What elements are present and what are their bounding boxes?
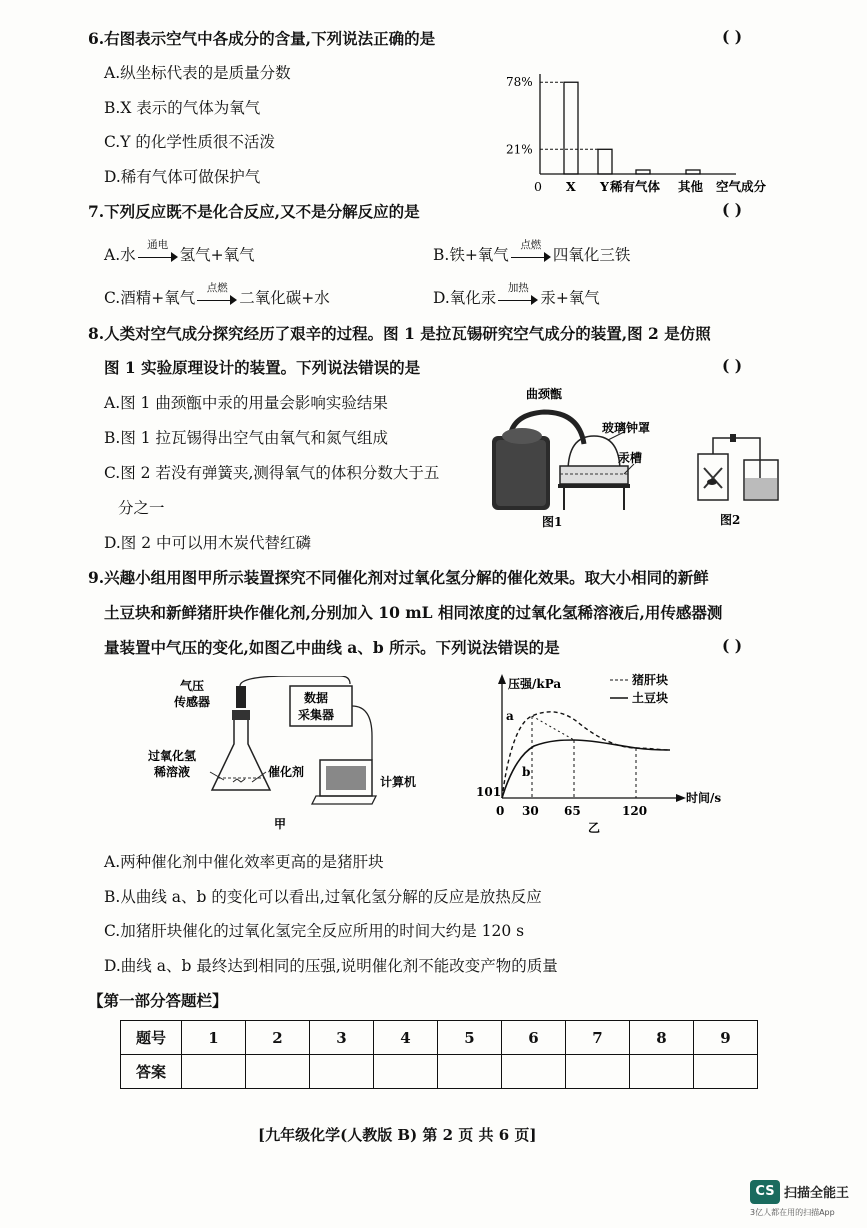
curve-a-pig-liver [502,712,670,798]
q6-paren: ( ) [722,27,743,46]
question-number-cell: 9 [694,1021,758,1055]
q8-option-b: B.图 1 拉瓦锡得出空气由氧气和氮气组成 [104,429,389,447]
q6-stem: 6.右图表示空气中各成分的含量,下列说法正确的是 [88,29,436,48]
answer-cell[interactable] [502,1055,566,1089]
question-number-cell: 8 [630,1021,694,1055]
fig2-caption: 图2 [720,513,741,527]
x-tick-label: Y [600,179,609,194]
q8-option-d: D.图 2 中可以用木炭代替红磷 [104,534,312,552]
phosphorus-apparatus-figure [690,424,790,534]
solution-label-1: 过氧化氢 [148,749,197,763]
glass-tube [713,438,760,484]
lavoisier-apparatus-figure [484,384,684,534]
bar-X [564,82,578,174]
pressure-sensor [236,686,246,708]
q7-option-b: B.铁+氧气 点燃 四氧化三铁 [433,239,631,264]
q9-option-c: C.加猪肝块催化的过氧化氢完全反应所用的时间大约是 120 s [104,922,525,940]
pressure-origin: 101 [476,785,502,799]
origin-label: 0 [534,179,542,194]
answer-cell[interactable] [374,1055,438,1089]
reaction-arrow: 点燃 [511,249,551,263]
q8-option-c: C.图 2 若没有弹簧夹,测得氧气的体积分数大于五 [104,464,440,482]
camscanner-tagline: 3亿人都在用的扫描App [750,1208,835,1217]
q9-paren: ( ) [722,636,743,655]
spring-clamp [730,434,736,442]
time-tick-65: 65 [564,804,581,818]
question-number-cell: 2 [246,1021,310,1055]
answer-cell[interactable] [246,1055,310,1089]
q8-option-c-cont: 分之一 [118,499,165,517]
q9-stem-line1: 9.兴趣小组用图甲所示装置探究不同催化剂对过氧化氢分解的催化效果。取大小相同的新鲜 [88,568,709,587]
sensor-label-2: 传感器 [174,695,211,709]
q9-stem-line2: 土豆块和新鲜猪肝块作催化剂,分别加入 10 mL 相同浓度的过氧化氢稀溶液后,用传感器测 [104,603,723,622]
collector-label-2: 采集器 [298,708,335,722]
answer-cell[interactable] [694,1055,758,1089]
q9-option-d: D.曲线 a、b 最终达到相同的压强,说明催化剂不能改变产物的质量 [104,957,558,975]
camscanner-name: 扫描全能王 [784,1186,850,1201]
retort-label: 曲颈甑 [526,387,563,401]
answer-cell[interactable] [630,1055,694,1089]
answer-table [120,1020,758,1089]
collector-label-1: 数据 [304,691,329,705]
time-tick-30: 30 [522,804,539,818]
computer-label: 计算机 [380,775,417,789]
air-composition-bar-chart [498,70,798,200]
question-number-cell: 6 [502,1021,566,1055]
q7-option-c: C.酒精+氧气 点燃 二氧化碳+水 [104,282,330,307]
figure-jia-caption: 甲 [274,817,287,831]
legend-pig-liver: 猪肝块 [632,673,669,687]
answer-cell[interactable] [438,1055,502,1089]
y-tick-78: 78% [506,75,533,90]
answer-sheet-title: 【第一部分答题栏】 [88,991,228,1010]
q7-paren: ( ) [722,200,743,219]
q9-option-a: A.两种催化剂中催化效率更高的是猪肝块 [104,853,384,871]
trough-label: 汞槽 [618,451,643,465]
q6-option-b: B.X 表示的气体为氧气 [104,99,261,117]
time-origin: 0 [496,804,505,818]
pressure-axis-label: 压强/kPa [508,677,562,691]
x-tick-label: 稀有气体 [610,179,661,194]
sensor-label-1: 气压 [180,679,205,693]
q9-stem-line3: 量装置中气压的变化,如图乙中曲线 a、b 所示。下列说法错误的是 [104,638,560,657]
question-number-cell: 4 [374,1021,438,1055]
q6-option-d: D.稀有气体可做保护气 [104,168,261,186]
bell-jar-label: 玻璃钟罩 [602,421,651,435]
table-row [121,1021,758,1055]
curve-b-label: b [522,765,531,779]
table-row [121,1055,758,1089]
question-number-cell: 3 [310,1021,374,1055]
x-axis-label: 空气成分 [716,179,767,194]
q7-option-d: D.氧化汞 加热 汞+氧气 [433,282,600,307]
solution-label-2: 稀溶液 [154,765,191,779]
camscanner-logo: CS [750,1180,780,1204]
question-number-cell: 7 [566,1021,630,1055]
answer-cell[interactable] [310,1055,374,1089]
q7-option-a: A.水 通电 氢气+氧气 [104,239,255,264]
bar-稀有气体 [636,170,650,174]
question-number-cell: 1 [182,1021,246,1055]
time-tick-120: 120 [622,804,648,818]
bar-其他 [686,170,700,174]
x-tick-label: 其他 [678,179,704,194]
q6-option-c: C.Y 的化学性质很不活泼 [104,133,275,151]
q7-stem: 7.下列反应既不是化合反应,又不是分解反应的是 [88,202,420,221]
reaction-arrow: 点燃 [197,292,237,306]
row-head-answer: 答案 [121,1055,182,1089]
q8-stem-line1: 8.人类对空气成分探究经历了艰辛的过程。图 1 是拉瓦锡研究空气成分的装置,图 2 是仿照 [88,324,711,343]
q8-paren: ( ) [722,356,743,375]
q8-option-a: A.图 1 曲颈甑中汞的用量会影响实验结果 [104,394,388,412]
q6-option-a: A.纵坐标代表的是质量分数 [104,64,291,82]
pressure-time-graph [470,672,790,834]
page-footer: [九年级化学(人教版 B) 第 2 页 共 6 页] [258,1126,537,1144]
figure-yi-caption: 乙 [588,821,601,834]
x-tick-label: X [566,179,576,194]
q9-option-b: B.从曲线 a、b 的变化可以看出,过氧化氢分解的反应是放热反应 [104,888,542,906]
legend-potato: 土豆块 [632,691,669,705]
reaction-arrow: 加热 [498,292,538,306]
answer-cell[interactable] [566,1055,630,1089]
time-axis-label: 时间/s [686,791,722,805]
curve-a-label: a [506,709,514,723]
row-head-number: 题号 [121,1021,182,1055]
q8-stem-line2: 图 1 实验原理设计的装置。下列说法错误的是 [104,358,421,377]
conical-flask [212,720,270,790]
reaction-arrow: 通电 [138,249,178,263]
catalyst-label: 催化剂 [268,765,305,779]
mercury-trough [560,466,628,484]
catalyst-experiment-apparatus [140,676,440,836]
computer-keyboard [312,796,376,804]
fig1-caption: 图1 [542,515,563,529]
answer-cell[interactable] [182,1055,246,1089]
question-number-cell: 5 [438,1021,502,1055]
bar-Y [598,149,612,174]
y-tick-21: 21% [506,142,533,157]
